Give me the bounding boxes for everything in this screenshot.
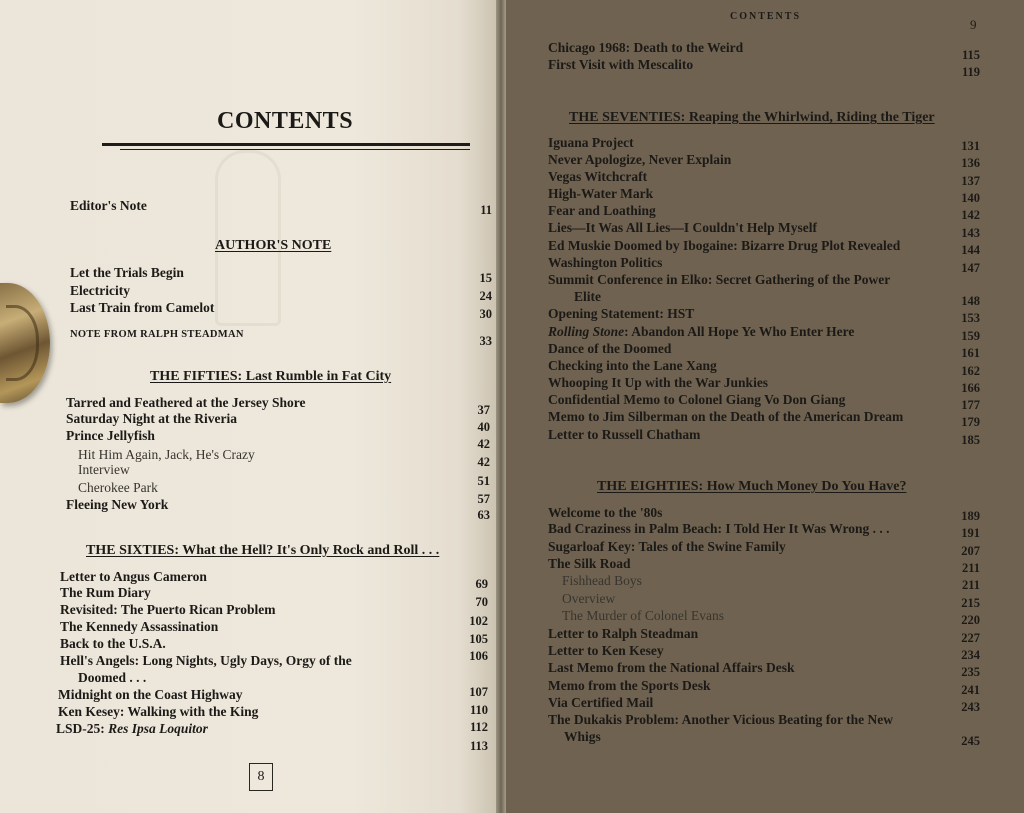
toc-entry-title[interactable]: NOTE FROM RALPH STEADMAN <box>70 329 244 340</box>
toc-entry-title[interactable]: The Silk Road <box>548 556 631 571</box>
toc-subentry-title[interactable]: Overview <box>562 591 616 606</box>
toc-entry-title[interactable] <box>56 721 208 737</box>
page-number: 9 <box>970 17 977 32</box>
toc-entry-title-continued[interactable]: Elite <box>574 289 601 304</box>
toc-entry-page: 30 <box>479 307 492 321</box>
toc-entry-page: 112 <box>469 720 488 734</box>
toc-entry-page: 143 <box>961 226 980 240</box>
toc-entry-page: 207 <box>961 544 980 558</box>
toc-entry-page: 161 <box>961 346 980 360</box>
toc-entry-page: 235 <box>961 665 980 679</box>
toc-entry-title[interactable]: Tarred and Feathered at the Jersey Shore <box>66 395 306 410</box>
toc-entry-page: 24 <box>479 289 492 303</box>
toc-entry-page: 42 <box>477 437 490 451</box>
toc-entry-page: 136 <box>961 156 980 170</box>
toc-entry-title[interactable]: Electricity <box>70 283 130 298</box>
toc-subentry-title[interactable]: Cherokee Park <box>78 480 158 495</box>
toc-entry-page: 211 <box>961 578 980 592</box>
toc-entry-title-italic: Rolling Stone <box>548 324 625 339</box>
toc-entry-page: 113 <box>469 739 488 753</box>
toc-entry-title[interactable]: Checking into the Lane Xang <box>548 358 717 373</box>
toc-entry-page: 107 <box>469 685 488 699</box>
toc-entry-title[interactable]: Ken Kesey: Walking with the King <box>58 704 259 719</box>
toc-entry-page: 69 <box>475 577 488 591</box>
toc-entry-title[interactable]: Let the Trials Begin <box>70 265 184 280</box>
toc-entry-page: 245 <box>961 734 980 748</box>
toc-entry-page: 179 <box>961 415 980 429</box>
toc-entry-title[interactable]: Lies—It Was All Lies—I Couldn't Help Myself <box>548 220 818 235</box>
toc-entry-title[interactable]: Editor's Note <box>70 198 147 213</box>
toc-entry-title[interactable]: Back to the U.S.A. <box>60 636 166 651</box>
toc-entry-page: 63 <box>477 508 490 522</box>
toc-entry-page: 115 <box>961 48 980 62</box>
toc-entry-title[interactable]: Midnight on the Coast Highway <box>58 687 243 702</box>
toc-entry-page: 144 <box>961 243 980 257</box>
toc-entry-title[interactable] <box>548 324 854 340</box>
toc-subentry-title[interactable]: Fishhead Boys <box>562 573 642 588</box>
toc-entry-page: 119 <box>961 65 980 79</box>
toc-entry-page: 105 <box>469 632 488 646</box>
toc-entry-title[interactable]: Chicago 1968: Death to the Weird <box>548 40 744 55</box>
toc-entry-title[interactable]: Bad Craziness in Palm Beach: I Told Her It Was Wrong . . . <box>548 521 890 536</box>
toc-subentry-title[interactable]: The Murder of Colonel Evans <box>562 608 724 623</box>
toc-entry-title[interactable]: Saturday Night at the Riveria <box>66 411 237 426</box>
toc-entry-title[interactable]: Memo to Jim Silberman on the Death of the American Dream <box>548 409 904 424</box>
toc-entry-title-plain: LSD-25: <box>56 721 109 736</box>
toc-entry-title[interactable]: Washington Politics <box>548 255 663 270</box>
toc-entry-page: 140 <box>961 191 980 205</box>
toc-entry-title[interactable]: Iguana Project <box>548 135 634 150</box>
toc-entry-page: 142 <box>961 208 980 222</box>
page-number-box: 8 <box>249 763 273 791</box>
toc-entry-page: 191 <box>961 526 980 540</box>
toc-entry-title[interactable]: Welcome to the '80s <box>548 505 663 520</box>
toc-entry-page: 15 <box>479 271 492 285</box>
toc-entry-title[interactable]: Letter to Angus Cameron <box>60 569 207 584</box>
toc-entry-title[interactable]: Prince Jellyfish <box>66 428 155 443</box>
toc-entry-page: 57 <box>477 492 490 506</box>
toc-subentry-title[interactable]: Hit Him Again, Jack, He's Crazy <box>78 447 255 462</box>
toc-entry-page: 106 <box>469 649 488 663</box>
toc-entry-title[interactable]: Via Certified Mail <box>548 695 654 710</box>
toc-entry-page: 102 <box>469 614 488 628</box>
toc-entry-title[interactable]: Confidential Memo to Colonel Giang Vo Don Giang <box>548 392 846 407</box>
toc-entry-page: 220 <box>961 613 980 627</box>
section-heading-eighties: THE EIGHTIES: How Much Money Do You Have? <box>597 479 907 494</box>
toc-entry-title[interactable]: Fear and Loathing <box>548 203 656 218</box>
toc-entry-page: 11 <box>480 203 492 217</box>
toc-entry-page: 215 <box>961 596 980 610</box>
page-title: CONTENTS <box>217 108 354 134</box>
book-gutter <box>496 0 506 813</box>
toc-entry-title[interactable]: Memo from the Sports Desk <box>548 678 711 693</box>
toc-entry-page: 70 <box>475 595 488 609</box>
toc-entry-page: 227 <box>961 631 980 645</box>
toc-entry-page: 42 <box>477 455 490 469</box>
toc-entry-page: 153 <box>961 311 980 325</box>
toc-entry-title[interactable]: Revisited: The Puerto Rican Problem <box>60 602 276 617</box>
toc-entry-title[interactable]: Fleeing New York <box>66 497 169 512</box>
section-heading-sixties: THE SIXTIES: What the Hell? It's Only Rock and Roll . . . <box>86 543 440 558</box>
toc-entry-title[interactable]: Last Memo from the National Affairs Desk <box>548 660 795 675</box>
toc-entry-title[interactable]: The Kennedy Assassination <box>60 619 219 634</box>
toc-entry-title-continued[interactable]: Whigs <box>564 729 601 744</box>
toc-entry-title[interactable]: Dance of the Doomed <box>548 341 672 356</box>
toc-entry-page: 177 <box>961 398 980 412</box>
toc-subentry-title[interactable]: Interview <box>78 462 130 477</box>
toc-entry-title-plain: : Abandon All Hope Ye Who Enter Here <box>624 324 855 339</box>
toc-entry-title-continued[interactable]: Doomed . . . <box>78 670 147 685</box>
toc-entry-title[interactable]: Letter to Ken Kesey <box>548 643 664 658</box>
toc-entry-title[interactable]: First Visit with Mescalito <box>548 57 694 72</box>
toc-entry-page: 189 <box>961 509 980 523</box>
toc-entry-title[interactable]: The Rum Diary <box>60 585 151 600</box>
toc-entry-page: 110 <box>469 703 488 717</box>
toc-entry-title[interactable]: Hell's Angels: Long Nights, Ugly Days, Orgy of the <box>60 653 352 668</box>
toc-entry-page: 211 <box>961 561 980 575</box>
toc-entry-title[interactable]: Last Train from Camelot <box>70 300 215 315</box>
toc-entry-page: 162 <box>961 364 980 378</box>
toc-entry-title[interactable]: Never Apologize, Never Explain <box>548 152 732 167</box>
toc-entry-title[interactable]: High-Water Mark <box>548 186 654 201</box>
title-rule-thin <box>120 149 470 150</box>
toc-entry-page: 40 <box>477 420 490 434</box>
toc-entry-page: 243 <box>961 700 980 714</box>
toc-entry-title[interactable]: Summit Conference in Elko: Secret Gathering of the Power <box>548 272 891 287</box>
toc-entry-page: 234 <box>961 648 980 662</box>
section-heading-seventies: THE SEVENTIES: Reaping the Whirlwind, Riding the Tiger <box>569 110 935 125</box>
toc-entry-page: 166 <box>961 381 980 395</box>
toc-entry-title[interactable]: Vegas Witchcraft <box>548 169 648 184</box>
toc-entry-page: 185 <box>961 433 980 447</box>
toc-entry-title[interactable]: Sugarloaf Key: Tales of the Swine Family <box>548 539 786 554</box>
toc-entry-page: 37 <box>477 403 490 417</box>
toc-entry-title-italic: Res Ipsa Loquitor <box>108 721 208 736</box>
toc-entry-title[interactable]: Whooping It Up with the War Junkies <box>548 375 769 390</box>
toc-entry-page: 241 <box>961 683 980 697</box>
section-heading-authors-note: AUTHOR'S NOTE <box>215 238 332 253</box>
toc-entry-title[interactable]: Letter to Russell Chatham <box>548 427 701 442</box>
toc-entry-page: 131 <box>961 139 980 153</box>
left-page <box>0 0 500 813</box>
toc-entry-page: 51 <box>477 474 490 488</box>
toc-entry-title[interactable]: Letter to Ralph Steadman <box>548 626 699 641</box>
section-heading-fifties: THE FIFTIES: Last Rumble in Fat City <box>150 369 392 384</box>
toc-entry-title[interactable]: Ed Muskie Doomed by Ibogaine: Bizarre Drug Plot Revealed <box>548 238 901 253</box>
brass-page-clip <box>0 283 50 403</box>
toc-entry-page: 159 <box>961 329 980 343</box>
toc-entry-title[interactable]: Opening Statement: HST <box>548 306 695 321</box>
title-rule <box>102 143 470 146</box>
toc-entry-page: 137 <box>961 174 980 188</box>
toc-entry-title[interactable]: The Dukakis Problem: Another Vicious Beating for the New <box>548 712 894 727</box>
running-header: CONTENTS <box>730 11 802 22</box>
toc-entry-page: 148 <box>961 294 980 308</box>
toc-entry-page: 147 <box>961 261 980 275</box>
toc-entry-page: 33 <box>479 334 492 348</box>
